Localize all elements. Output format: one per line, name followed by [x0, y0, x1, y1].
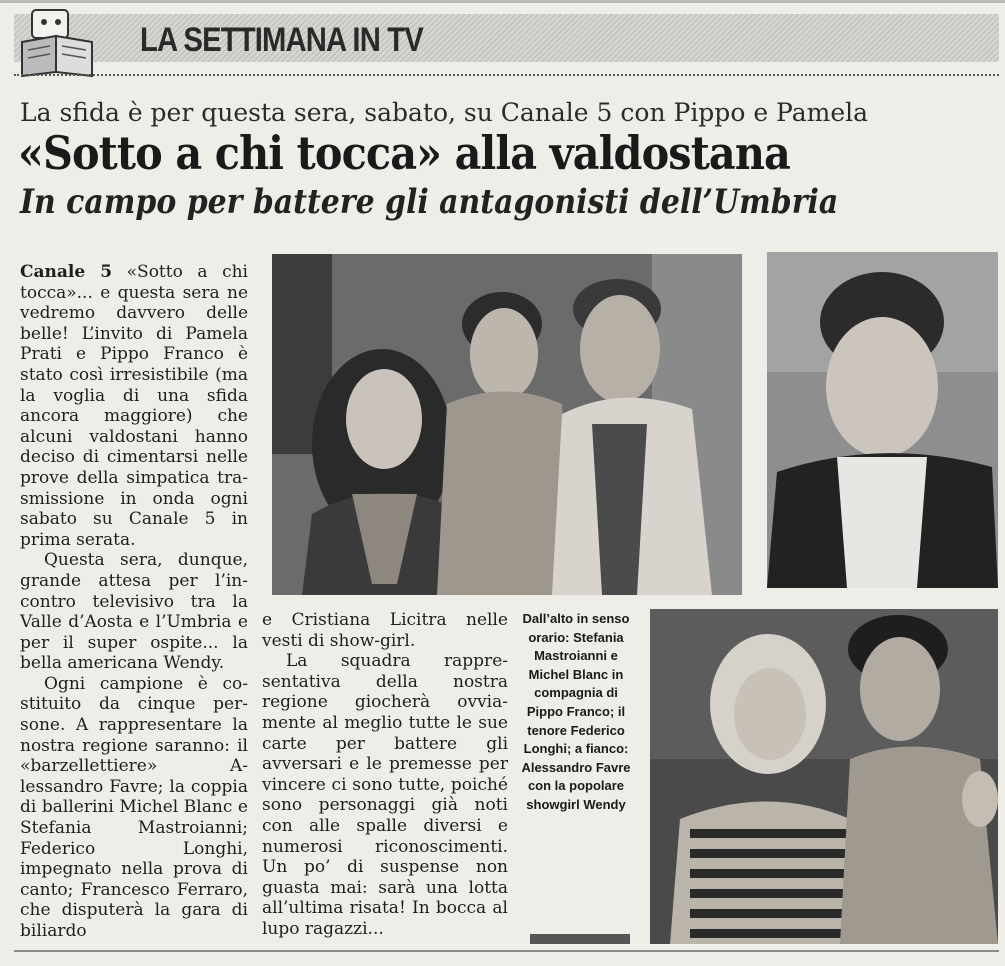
- paragraph: [20, 262, 248, 550]
- paragraph: Questa sera, dunque, grande attesa per l’incontro televisivo tra la Valle d’Aosta e l’Umbria e per il super ospite... la bella americana Wendy.: [20, 550, 248, 674]
- photo-favre-and-wendy: [650, 609, 998, 944]
- caption-bar: [530, 934, 630, 944]
- bottom-rule: [14, 950, 999, 952]
- paragraph: La squadra rappresentativa della nostra regione giocherà ovviamente al meglio tutte le sue carte per battere gli avversari e le premesse per vincere ci sono tutte, poiché sono personaggi già noti con alle spalle diversi e numerosi riconoscimenti. Un po’ di suspense non guasta mai: sarà una lotta all’ultima risata! In bocca al lupo ragazzi...: [262, 651, 508, 939]
- paragraph: e Cristiana Licitra nelle vesti di show-girl.: [262, 610, 508, 651]
- section-title: LA SETTIMANA IN TV: [140, 21, 423, 59]
- header-divider: [14, 74, 999, 76]
- photo-caption: Dall’alto in senso orario: Stefania Mastroianni e Michel Blanc in compagnia di Pippo Franco; il tenore Federico Longhi; a fianco: Alessandro Favre con la popolare showgirl Wendy: [521, 611, 631, 812]
- dateline: Canale 5: [20, 262, 113, 282]
- article-subhead: In campo per battere gli antagonisti dell’Umbria: [20, 182, 839, 222]
- top-rule: [0, 0, 1005, 3]
- article-headline: «Sotto a chi tocca» alla valdostana: [18, 126, 790, 180]
- photo-tenor-portrait: [767, 252, 998, 588]
- article-column-1: [20, 262, 248, 942]
- paragraph-text: «Sotto a chi tocca»... e questa sera ne vedremo davvero delle belle! L’invito di Pamela Prati e Pippo Franco è stato così irresistibile (ma la voglia di una sfida ancora maggiore) che alcuni valdostani hanno deciso di cimentarsi nelle prove della simpatica trasmissione in onda ogni sabato su Canale 5 in prima serata.: [20, 262, 248, 550]
- photo-group-of-three: [272, 254, 742, 595]
- paragraph: Ogni campione è costituito da cinque persone. A rappresentare la nostra regione saranno: il «barzellettiere» Alessandro Favre; la coppia di ballerini Michel Blanc e Stefania Mastroianni; Federico Longhi, impegnato nella prova di canto; Francesco Ferraro, che disputerà la gara di biliardo: [20, 673, 248, 941]
- article-kicker: La sfida è per questa sera, sabato, su Canale 5 con Pippo e Pamela: [20, 98, 869, 127]
- reading-book-mascot-icon: [18, 6, 96, 78]
- article-column-2: [262, 610, 508, 940]
